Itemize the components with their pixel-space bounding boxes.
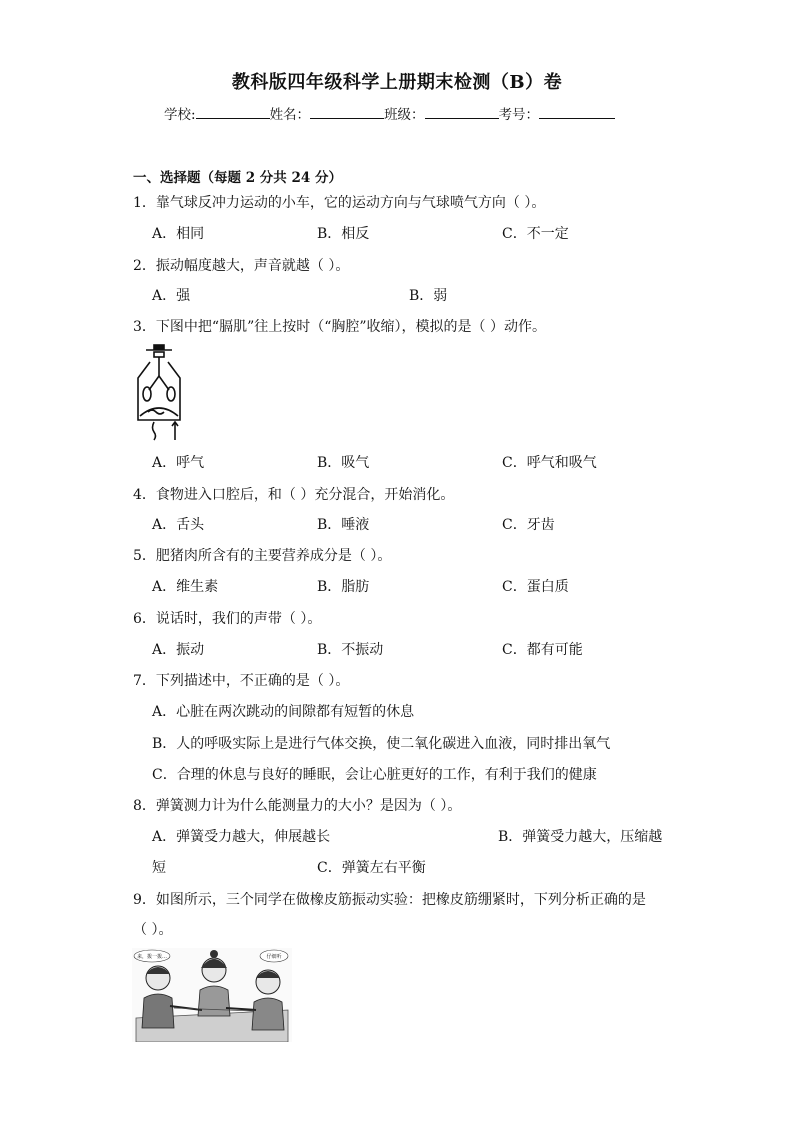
- q7-option-c: C．合理的休息与良好的睡眠，会让心脏更好的工作，有利于我们的健康: [152, 767, 597, 783]
- class-label: 班级：: [384, 107, 425, 123]
- q7-option-b: B．人的呼吸实际上是进行气体交换，使二氧化碳进入血液，同时排出氧气: [152, 736, 611, 752]
- bubble-left-text: 来，拨一拨…: [136, 954, 168, 960]
- breathing-model-figure: [132, 342, 186, 442]
- q1-option-b: B．相反: [317, 226, 370, 242]
- class-blank: [425, 106, 499, 119]
- q4-option-a: A．舌头: [152, 517, 205, 533]
- q1-option-a: A．相同: [152, 226, 205, 242]
- question-7-stem: 7．下列描述中，不正确的是（ ）。: [133, 673, 350, 689]
- q3-option-a: A．呼气: [152, 455, 205, 471]
- question-3-stem: 3．下图中把“膈肌”往上按时（“胸腔”收缩），模拟的是（ ）动作。: [133, 319, 546, 335]
- question-1-stem: 1．靠气球反冲力运动的小车，它的运动方向与气球喷气方向（ ）。: [133, 195, 546, 211]
- q6-option-a: A．振动: [152, 642, 205, 658]
- question-5-stem: 5．肥猪肉所含有的主要营养成分是（ ）。: [133, 548, 392, 564]
- question-6-stem: 6．说话时，我们的声带（ ）。: [133, 611, 322, 627]
- question-4-stem: 4．食物进入口腔后，和（ ）充分混合，开始消化。: [133, 487, 455, 503]
- q8-option-c: C．弹簧左右平衡: [317, 860, 426, 876]
- exam-no-label: 考号：: [498, 107, 540, 123]
- school-label: 学校:: [164, 107, 196, 123]
- q7-option-a: A．心脏在两次跳动的间隙都有短暂的休息: [152, 704, 415, 720]
- q1-option-c: C．不一定: [502, 226, 569, 242]
- page-title: 教科版四年级科学上册期末检测（B）卷: [231, 72, 563, 93]
- question-8-stem: 8．弹簧测力计为什么能测量力的大小？是因为（ ）。: [133, 798, 462, 814]
- q6-option-c: C．都有可能: [502, 642, 583, 658]
- student-info-row: [164, 103, 615, 123]
- q8-option-b: B．弹簧受力越大，压缩越: [498, 829, 663, 845]
- question-9-stem-continued: （ ）。: [133, 922, 173, 938]
- q5-option-c: C．蛋白质: [502, 579, 569, 595]
- question-9-stem: 9．如图所示，三个同学在做橡皮筋振动实验：把橡皮筋绷紧时，下列分析正确的是: [133, 892, 646, 908]
- q4-option-b: B．唾液: [317, 517, 370, 533]
- q6-option-b: B．不振动: [317, 642, 384, 658]
- q2-option-b: B．弱: [409, 288, 448, 304]
- name-blank: [310, 106, 384, 119]
- q5-option-a: A．维生素: [152, 579, 219, 595]
- q3-option-b: B．吸气: [317, 455, 370, 471]
- bubble-right-text: 仔细听: [266, 954, 282, 960]
- q8-option-a: A．弹簧受力越大，伸展越长: [152, 829, 331, 845]
- name-label: 姓名：: [269, 107, 311, 123]
- q8-option-b-continued: 短: [152, 860, 166, 876]
- school-blank: [196, 106, 270, 119]
- q4-option-c: C．牙齿: [502, 517, 555, 533]
- q3-option-c: C．呼气和吸气: [502, 455, 597, 471]
- q2-option-a: A．强: [152, 288, 191, 304]
- section-title: 一、选择题（每题 2 分共 24 分）: [133, 170, 342, 186]
- question-2-stem: 2．振动幅度越大，声音就越（ ）。: [133, 258, 350, 274]
- exam-no-blank: [539, 106, 615, 119]
- rubber-band-experiment-figure: [132, 948, 292, 1042]
- q5-option-b: B．脂肪: [317, 579, 370, 595]
